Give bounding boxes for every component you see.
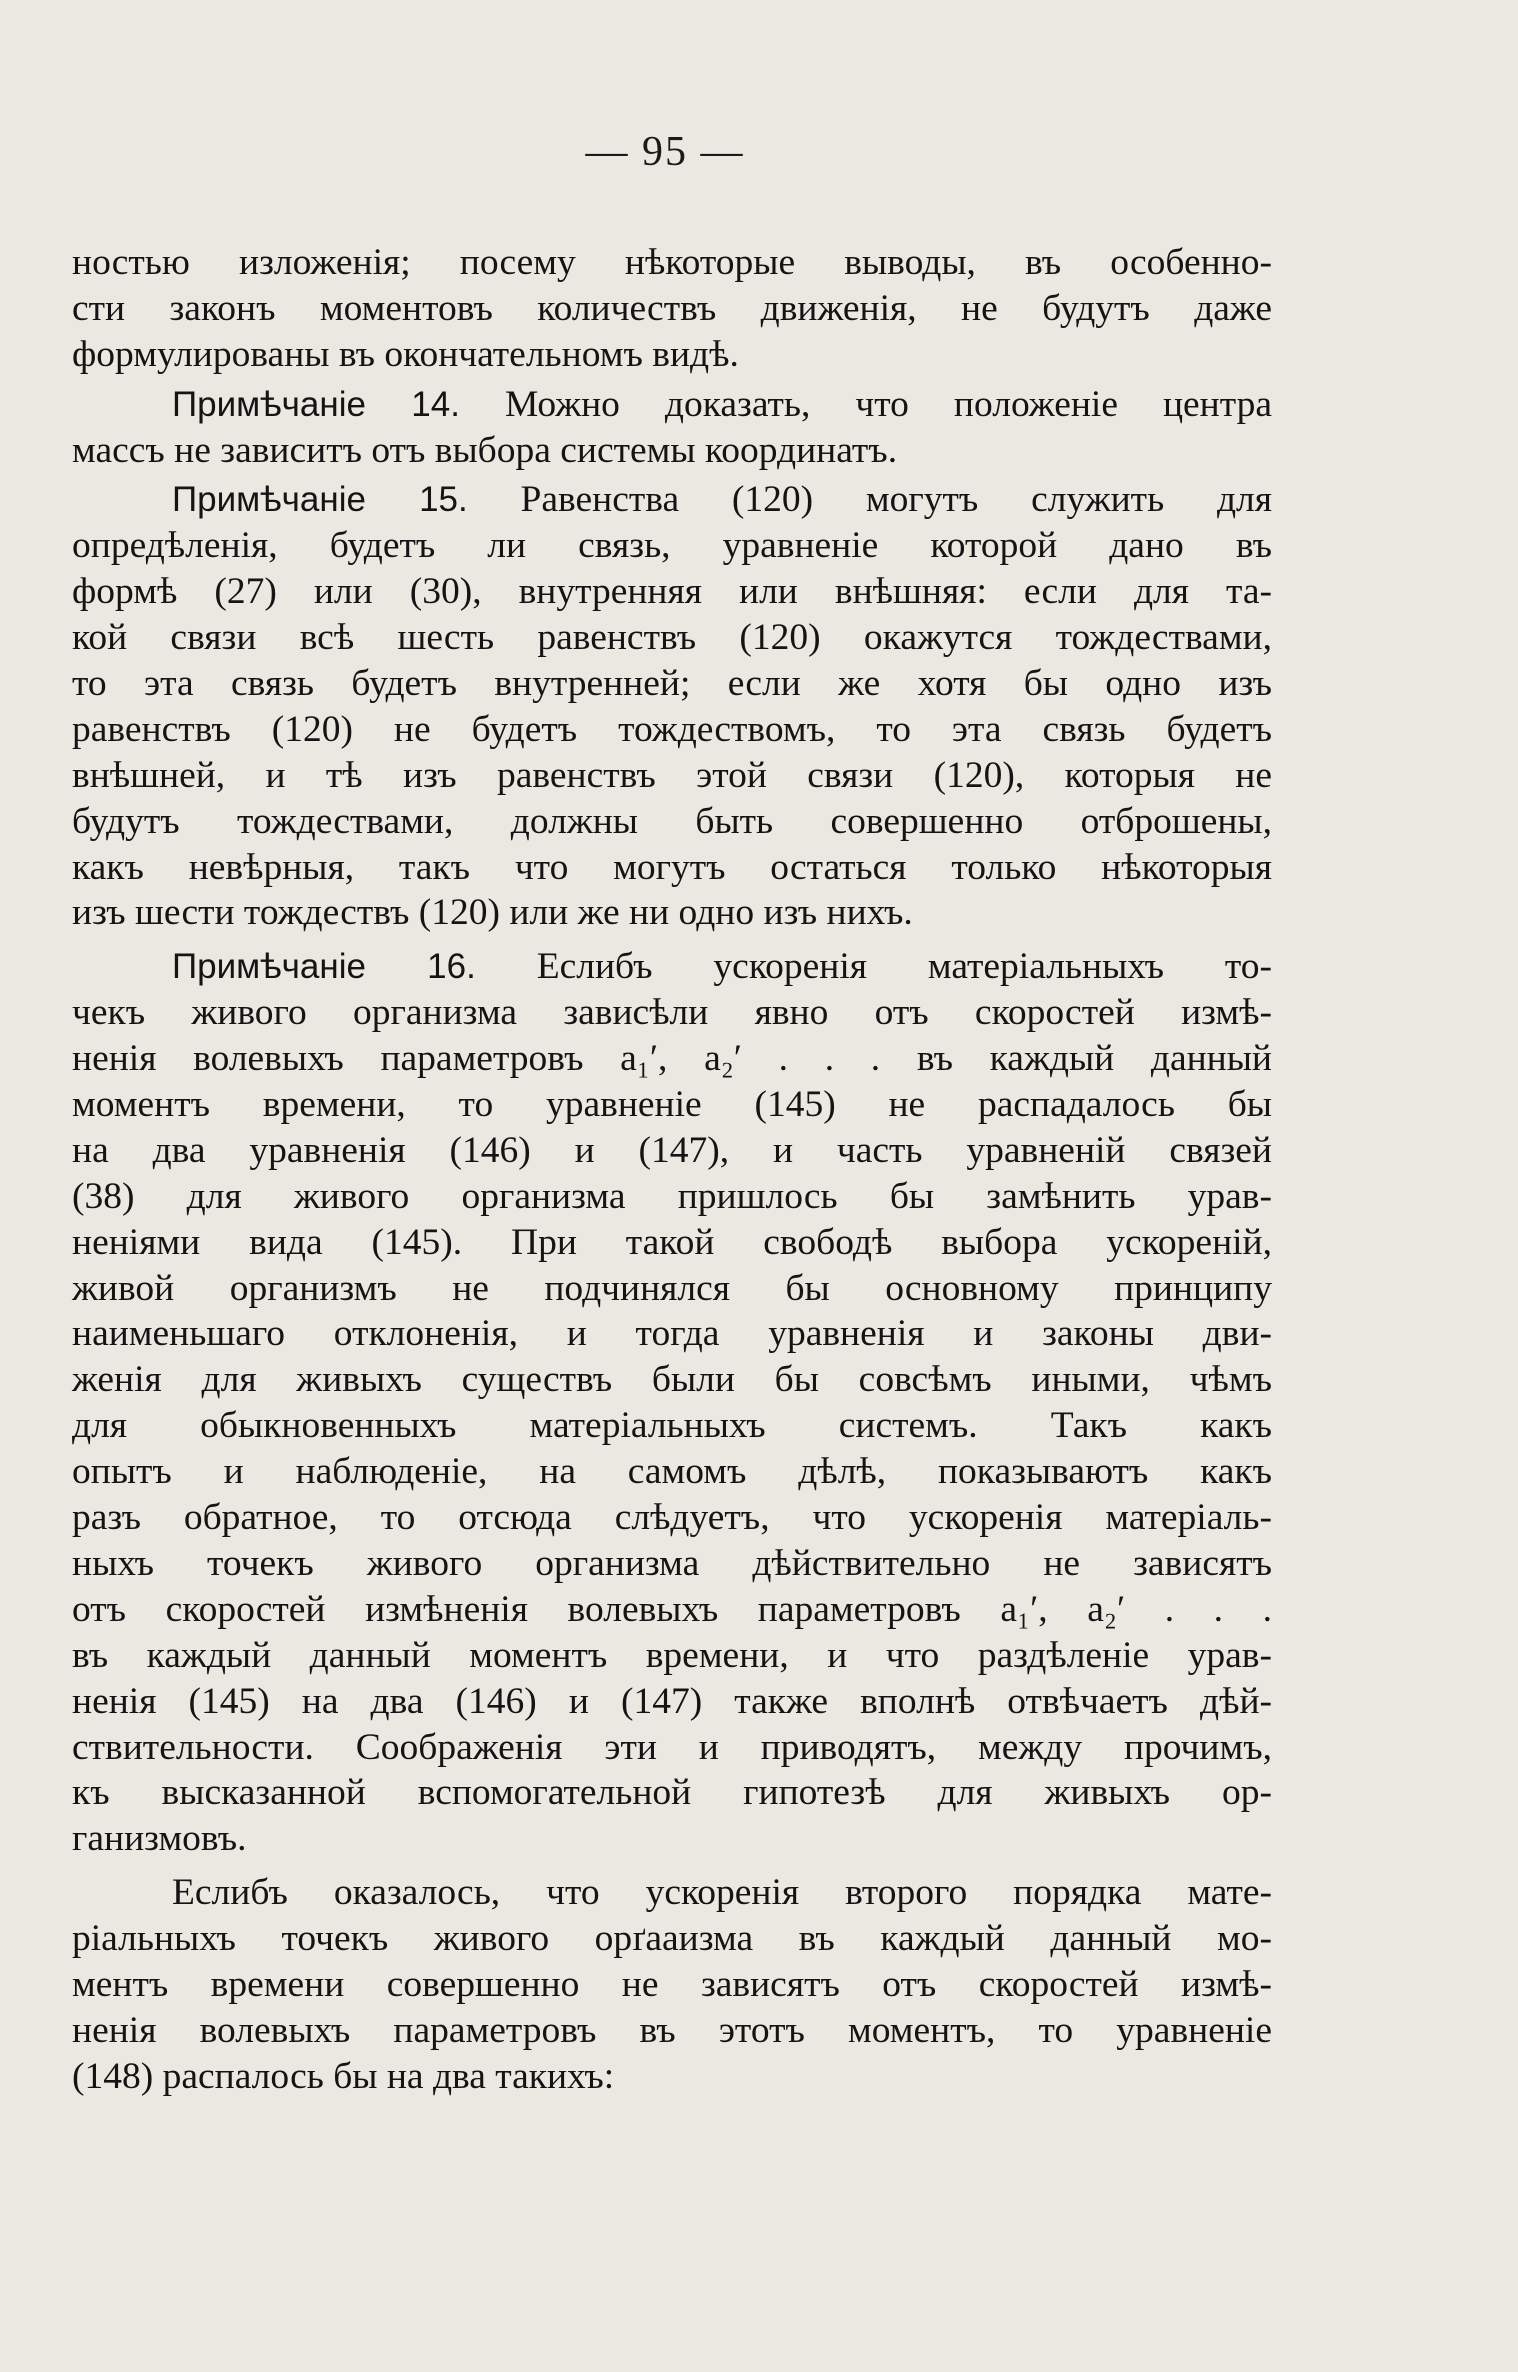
text-line: ненія волевыхъ параметровъ a₁′, a₂′ . . . въ каждый данный bbox=[72, 1038, 1272, 1080]
text-line: ненія волевыхъ параметровъ въ этотъ моментъ, то уравненіе bbox=[72, 2009, 1272, 2051]
text-line: къ высказанной вспомогательной гипотезѣ для живыхъ ор- bbox=[72, 1772, 1272, 1814]
text-line: кой связи всѣ шесть равенствъ (120) окажутся тождествами, bbox=[72, 617, 1272, 659]
text-line: то эта связь будетъ внутренней; если же хотя бы одно изъ bbox=[72, 663, 1272, 705]
text-line: опредѣленія, будетъ ли связь, уравненіе которой дано въ bbox=[72, 525, 1272, 567]
text-line: чекъ живого организма зависѣли явно отъ скоростей измѣ- bbox=[72, 992, 1272, 1034]
text-line: разъ обратное, то отсюда слѣдуетъ, что ускоренія матеріаль- bbox=[72, 1497, 1272, 1539]
text-line: изъ шести тождествъ (120) или же ни одно изъ нихъ. bbox=[72, 892, 913, 934]
text-line: ріальныхъ точекъ живого орґаaизма въ каждый данный мо- bbox=[72, 1918, 1272, 1960]
text-line: наименьшаго отклоненія, и тогда уравненія и законы дви- bbox=[72, 1313, 1272, 1355]
text-line: (38) для живого организма пришлось бы замѣнить урав- bbox=[72, 1175, 1272, 1217]
note-label: Примѣчаніе 14. bbox=[172, 384, 460, 424]
paragraph-continuation bbox=[72, 240, 1272, 378]
page-number: — 95 — bbox=[585, 129, 745, 175]
text-line: ментъ времени совершенно не зависятъ отъ скоростей измѣ- bbox=[72, 1963, 1272, 2005]
text-line: сти законъ моментовъ количествъ движенія, не будутъ даже bbox=[72, 287, 1272, 329]
note-label: Примѣчаніе 16. bbox=[172, 947, 476, 987]
text-line: живой организмъ не подчинялся бы основному принципу bbox=[72, 1267, 1272, 1309]
text-line bbox=[72, 382, 1272, 428]
text-line: для обыкновенныхъ матеріальныхъ системъ. Такъ какъ bbox=[72, 1405, 1272, 1447]
text-line bbox=[72, 944, 1272, 990]
text-line: ненія (145) на два (146) и (147) также вполнѣ отвѣчаетъ дѣй- bbox=[72, 1680, 1272, 1722]
text-fragment: Равенства (120) могутъ служить для bbox=[467, 479, 1272, 521]
text-line: формулированы въ окончательномъ видѣ. bbox=[72, 333, 739, 375]
text-line: неніями вида (145). При такой свободѣ выбора ускореній, bbox=[72, 1221, 1272, 1263]
text-line: Еслибъ оказалось, что ускоренія второго порядка мате- bbox=[172, 1872, 1272, 1914]
text-line: равенствъ (120) не будетъ тождествомъ, то эта связь будетъ bbox=[72, 708, 1272, 750]
text-line: будутъ тождествами, должны быть совершенно отброшены, bbox=[72, 800, 1272, 842]
text-line: какъ невѣрныя, такъ что могутъ остаться только нѣкоторыя bbox=[72, 846, 1272, 888]
text-line: (148) распалось бы на два такихъ: bbox=[72, 2055, 615, 2097]
note-15 bbox=[72, 477, 1272, 936]
text-line: отъ скоростей измѣненія волевыхъ параметровъ a₁′, a₂′ . . . bbox=[72, 1588, 1272, 1630]
note-label: Примѣчаніе 15. bbox=[172, 480, 468, 520]
text-line: опытъ и наблюденіе, на самомъ дѣлѣ, показываютъ какъ bbox=[72, 1451, 1272, 1493]
paragraph-final bbox=[72, 1870, 1272, 2099]
text-fragment: Еслибъ ускоренія матеріальныхъ то- bbox=[475, 946, 1272, 988]
text-line: ствительности. Соображенія эти и приводятъ, между прочимъ, bbox=[72, 1726, 1272, 1768]
text-line: массъ не зависитъ отъ выбора системы координатъ. bbox=[72, 429, 898, 471]
text-line: ганизмовъ. bbox=[72, 1818, 247, 1860]
text-line: въ каждый данный моментъ времени, и что раздѣленіе урав- bbox=[72, 1634, 1272, 1676]
note-14 bbox=[72, 382, 1272, 474]
text-line: ныхъ точекъ живого организма дѣйствительно не зависятъ bbox=[72, 1542, 1272, 1584]
text-line: моментъ времени, то уравненіе (145) не распадалось бы bbox=[72, 1084, 1272, 1126]
text-line bbox=[72, 477, 1272, 523]
text-line: формѣ (27) или (30), внутренняя или внѣшняя: если для та- bbox=[72, 571, 1272, 613]
text-fragment: Можно доказать, что положеніе центра bbox=[459, 383, 1272, 425]
body-text bbox=[72, 240, 1272, 2100]
text-line: внѣшней, и тѣ изъ равенствъ этой связи (120), которыя не bbox=[72, 754, 1272, 796]
text-line: женія для живыхъ существъ были бы совсѣмъ иными, чѣмъ bbox=[72, 1359, 1272, 1401]
text-line: ностью изложенія; посему нѣкоторые выводы, въ особенно- bbox=[72, 242, 1272, 283]
text-line: на два уравненія (146) и (147), и часть уравненій связей bbox=[72, 1129, 1272, 1171]
note-16 bbox=[72, 944, 1272, 1862]
